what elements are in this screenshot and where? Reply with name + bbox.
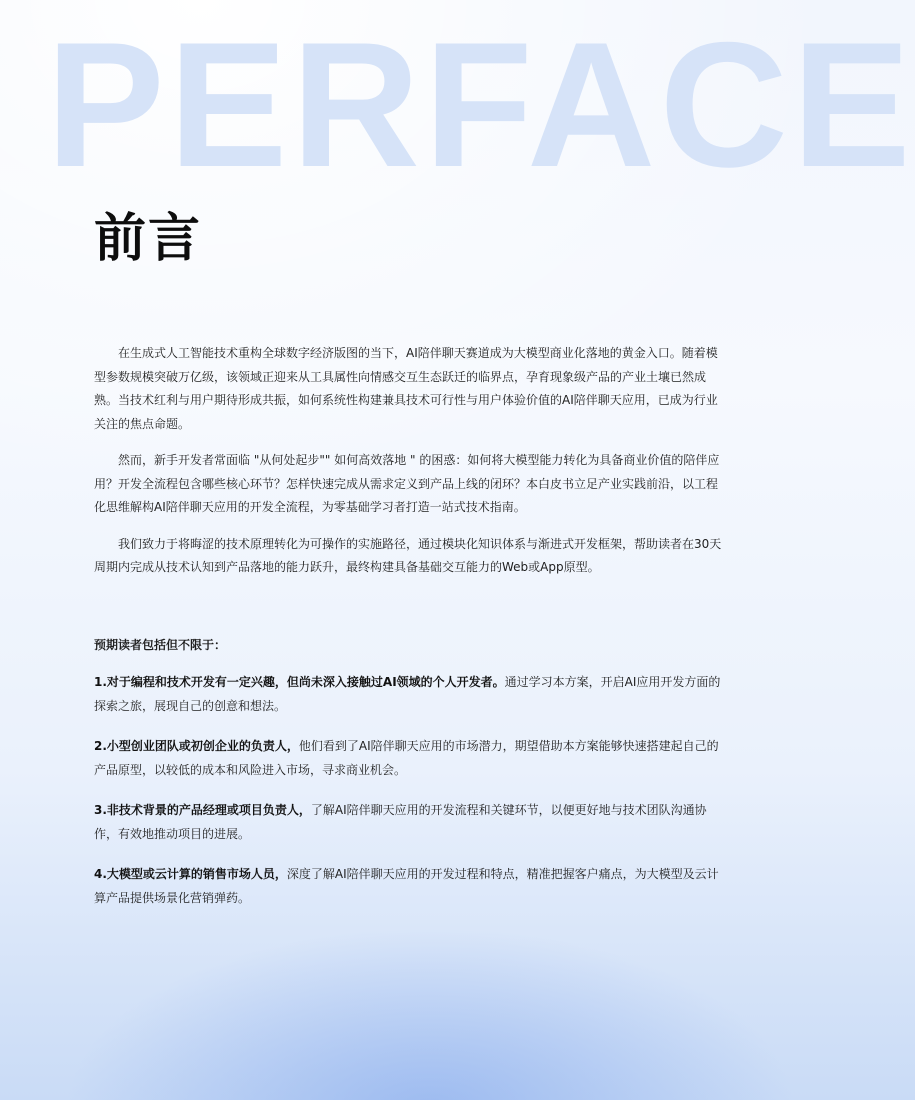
reader-item-4 [94, 863, 722, 910]
reader-item-3-lead: 3.非技术背景的产品经理或项目负责人， [94, 803, 311, 817]
page-title: 前言 [94, 209, 203, 269]
reader-item-2 [94, 735, 722, 782]
reader-item-3 [94, 799, 722, 846]
preface-body [94, 342, 722, 927]
reader-item-1 [94, 671, 722, 718]
intro-paragraph-1: 在生成式人工智能技术重构全球数字经济版图的当下，AI陪伴聊天赛道成为大模型商业化落地的黄金入口。随着模型参数规模突破万亿级，该领域正迎来从工具属性向情感交互生态跃迁的临界点，孕育现象级产品的产业土壤已然成熟。当技术红利与用户期待形成共振，如何系统性构建兼具技术可行性与用户体验价值的AI陪伴聊天应用，已成为行业关注的焦点命题。 [94, 346, 718, 431]
reader-item-2-lead: 2.小型创业团队或初创企业的负责人， [94, 739, 299, 753]
reader-item-1-text: 通过学习本方案，开启AI应用开发方面的探索之旅，展现自己的创意和想法。 [94, 675, 721, 713]
background-watermark-text: PERFACE [46, 5, 915, 204]
intro-paragraph-2: 然而，新手开发者常面临 "从何处起步"" 如何高效落地 " 的困惑：如何将大模型能力转化为具备商业价值的陪伴应用？开发全流程包含哪些核心环节？怎样快速完成从需求定义到产品上线的闭环？本白皮书立足产业实践前沿，以工程化思维解构AI陪伴聊天应用的开发全流程，为零基础学习者打造一站式技术指南。 [94, 453, 720, 514]
reader-item-2-text: 他们看到了AI陪伴聊天应用的市场潜力，期望借助本方案能够快速搭建起自己的产品原型，以较低的成本和风险进入市场，寻求商业机会。 [94, 739, 719, 777]
intro-paragraph-3: 我们致力于将晦涩的技术原理转化为可操作的实施路径，通过模块化知识体系与渐进式开发框架，帮助读者在30天周期内完成从技术认知到产品落地的能力跃升，最终构建具备基础交互能力的Web或App原型。 [94, 536, 722, 574]
reader-item-1-lead: 1.对于编程和技术开发有一定兴趣，但尚未深入接触过AI领域的个人开发者。 [94, 675, 505, 689]
readers-heading: 预期读者包括但不限于： [94, 637, 227, 652]
reader-item-4-text: 深度了解AI陪伴聊天应用的开发过程和特点，精准把握客户痛点，为大模型及云计算产品提供场景化营销弹药。 [94, 867, 719, 905]
reader-item-4-lead: 4.大模型或云计算的销售市场人员， [94, 867, 287, 881]
reader-item-3-text: 了解AI陪伴聊天应用的开发流程和关键环节，以便更好地与技术团队沟通协作，有效地推动项目的进展。 [94, 803, 707, 841]
